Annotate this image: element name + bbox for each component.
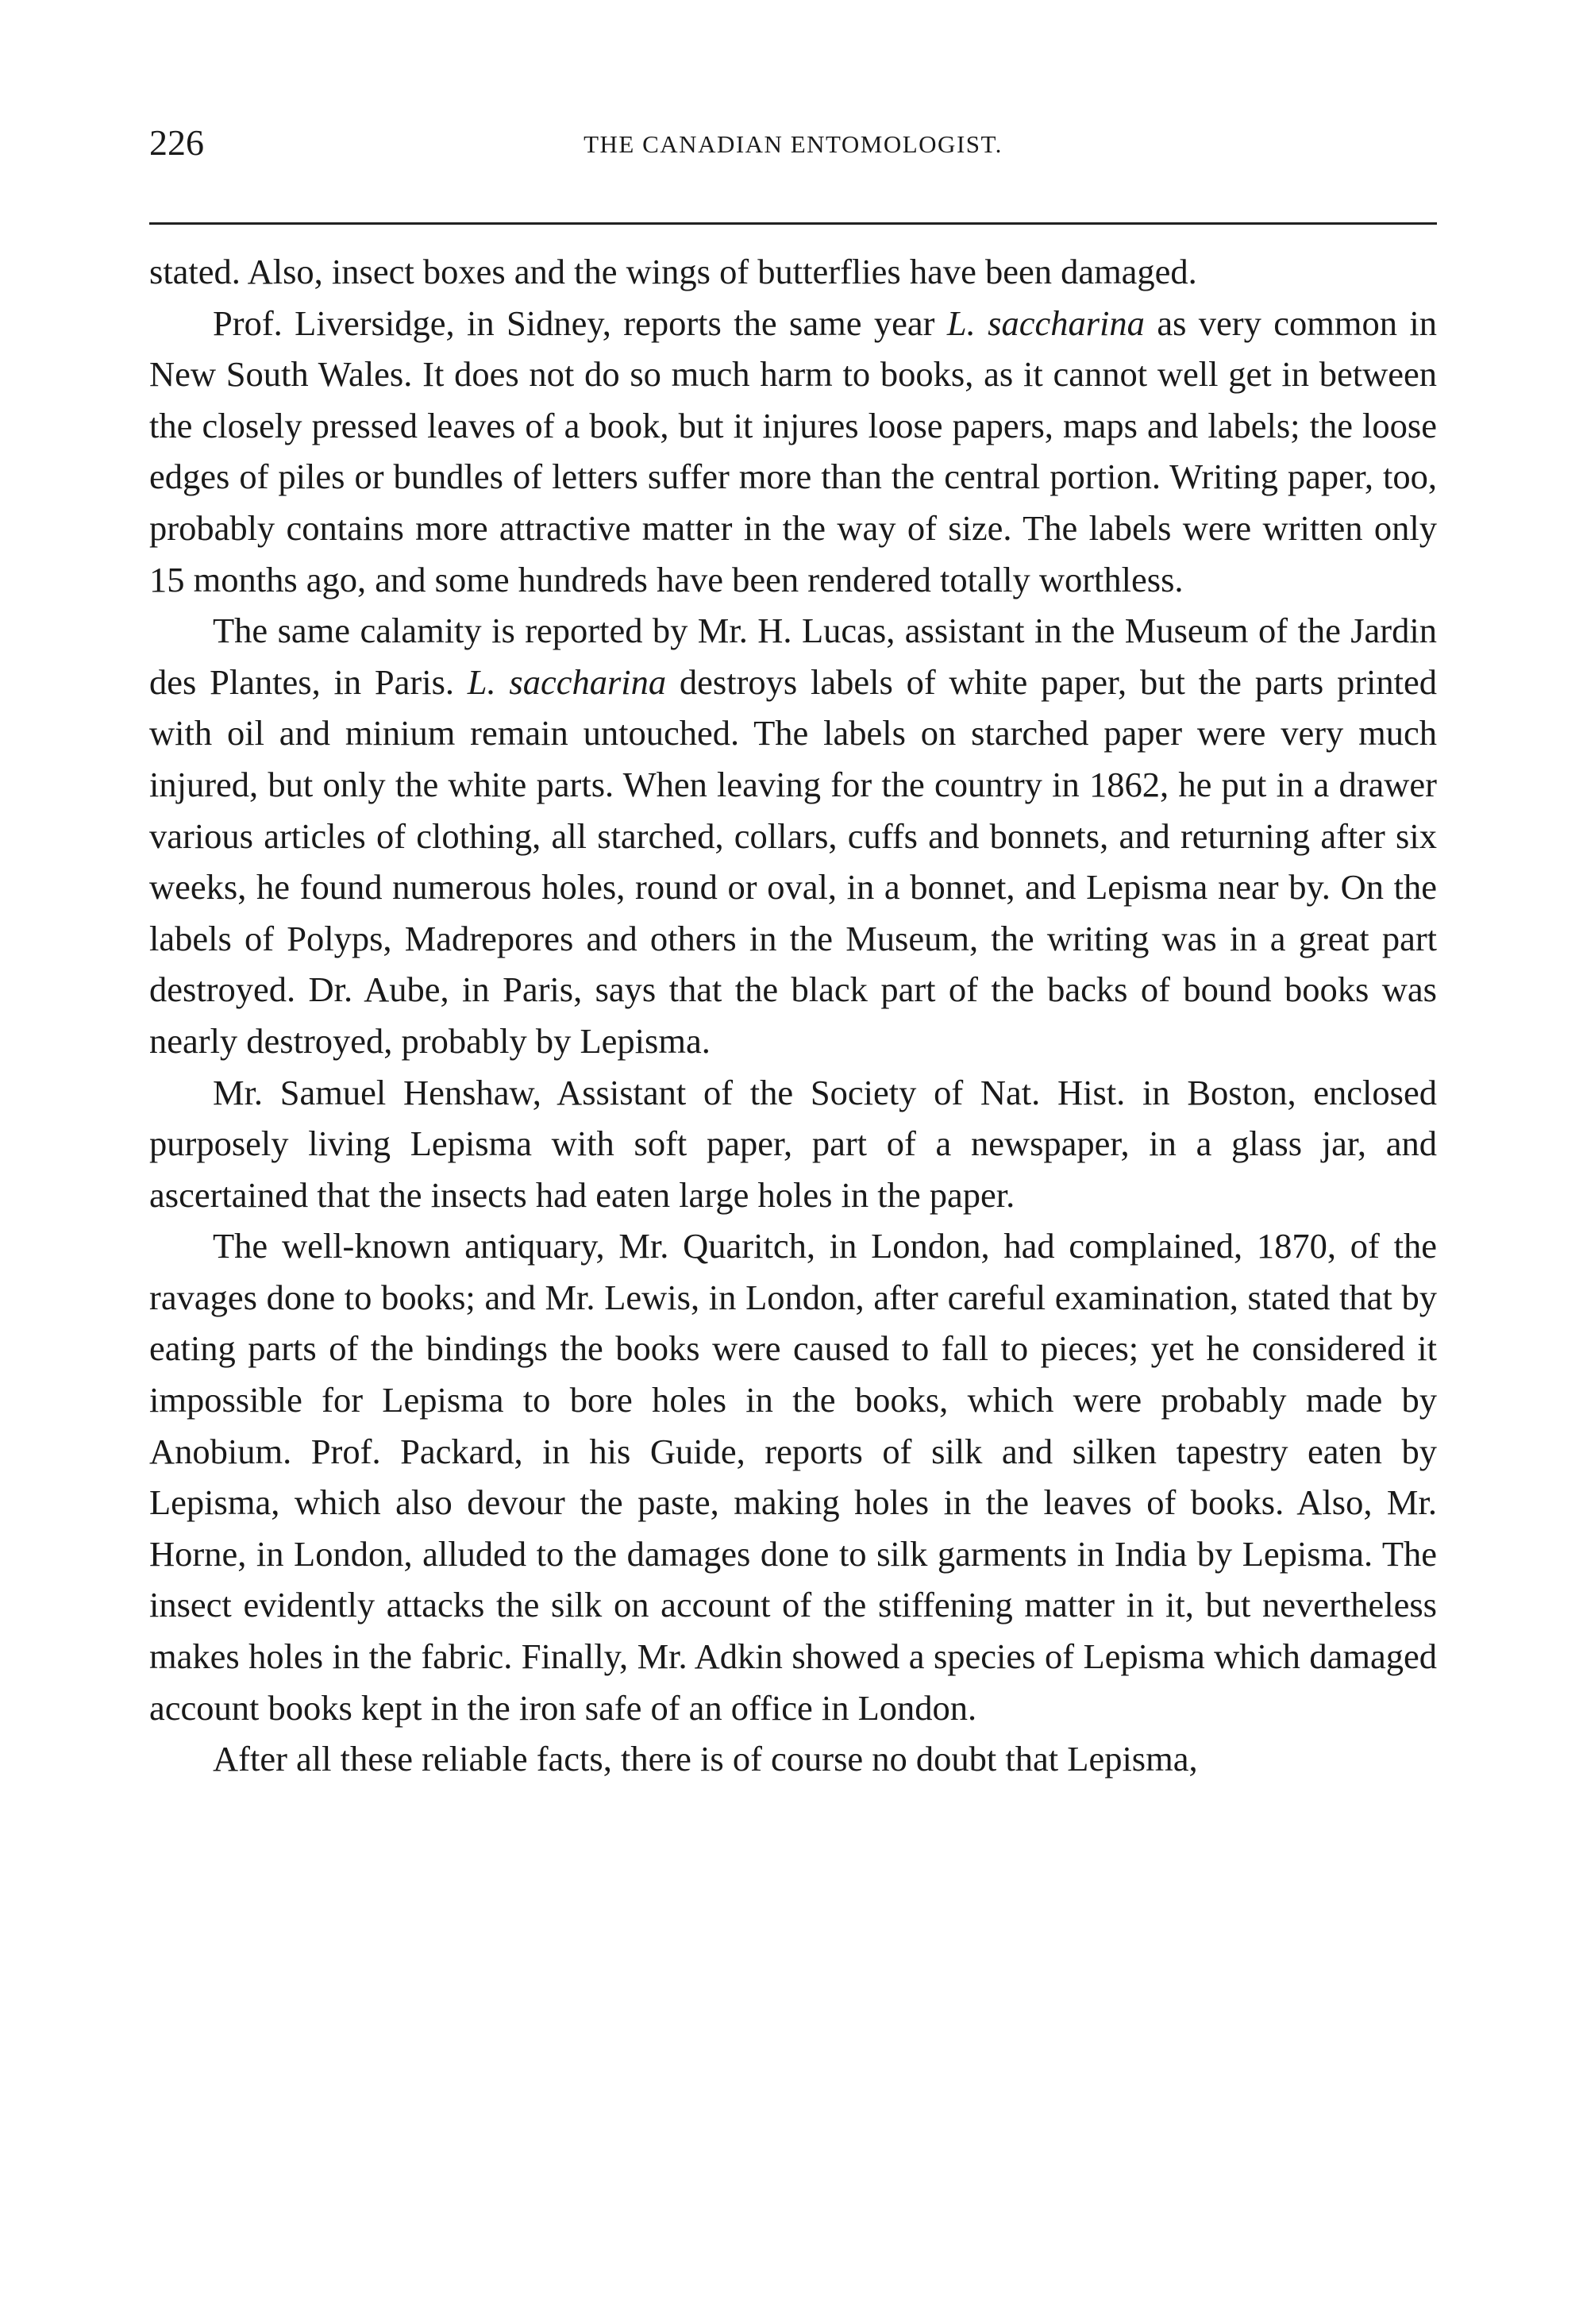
document-page <box>149 119 1438 1779</box>
paragraph-text: Prof. Liversidge, in Sidney, reports the same year <box>213 303 947 343</box>
paragraph-text: The well-known antiquary, Mr. Quaritch, in London, had complained, 1870, of the ravages done to books; and Mr. Lewis, in London, after careful examination, stated that by eating parts of the bindings the books were caused to fall to pieces; yet he considered it impossible for Lepisma to bore holes in the books, which were probably made by Anobium. Prof. Packard, in his Guide, reports of silk and silken tapestry eaten by Lepisma, which also devour the paste, making holes in the leaves of books. Also, Mr. Horne, in London, alluded to the damages done to silk garments in India by Lepisma. The insect evidently attacks the silk on account of the stiffening matter in it, but nevertheless makes holes in the fabric. Finally, Mr. Adkin showed a species of Lepisma which damaged account books kept in the iron safe of an office in London. <box>149 1226 1437 1728</box>
species-name: L. saccharina <box>467 661 667 702</box>
paragraph-2 <box>149 298 1437 606</box>
paragraph-text: stated. Also, insect boxes and the wings of butterflies have been damaged. <box>149 252 1197 291</box>
paragraph-text: Mr. Samuel Henshaw, Assistant of the Society of Nat. Hist. in Boston, enclosed purposely living Lepisma with soft paper, part of a newspaper, in a glass jar, and ascertained that the insects had eaten large holes in the paper. <box>149 1072 1437 1215</box>
paragraph-text: The same calamity is reported by Mr. H. Lucas, assistant in the Museum of the Jardin des Plantes, in Paris. <box>149 611 1437 702</box>
paragraph-5 <box>149 1220 1437 1733</box>
paragraph-6 <box>149 1733 1437 1785</box>
paragraph-text: as very common in New South Wales. It does not do so much harm to books, as it cannot well get in between the closely pressed leaves of a book, but it injures loose papers, maps and labels; the loose edges of piles or bundles of letters suffer more than the central portion. Writing paper, too, probably contains more attractive matter in the way of size. The labels were written only 15 months ago, and some hundreds have been rendered totally worthless. <box>149 303 1438 599</box>
paragraph-3 <box>149 605 1437 1066</box>
paragraph-text: destroys labels of white paper, but the parts printed with oil and minium remain untouched. The labels on starched paper were very much injured, but only the white parts. When leaving for the country in 1862, he put in a drawer various articles of clothing, all starched, collars, cuffs and bonnets, and returning after six weeks, he found numerous holes, round or oval, in a bonnet, and Lepisma near by. On the labels of Polyps, Madrepores and others in the Museum, the writing was in a great part destroyed. Dr. Aube, in Paris, says that the black part of the backs of bound books was nearly destroyed, probably by Lepisma. <box>149 661 1438 1061</box>
paragraph-1 <box>149 246 1437 298</box>
page-header <box>149 119 1437 183</box>
paragraph-4 <box>149 1067 1437 1221</box>
species-name: L. saccharina <box>946 303 1145 343</box>
header-rule <box>149 222 1437 225</box>
page-number: 226 <box>149 122 204 163</box>
running-head: THE CANADIAN ENTOMOLOGIST. <box>584 130 1003 158</box>
paragraph-text: After all these reliable facts, there is of course no doubt that Lepisma, <box>213 1739 1198 1779</box>
body-text <box>149 246 1437 1785</box>
